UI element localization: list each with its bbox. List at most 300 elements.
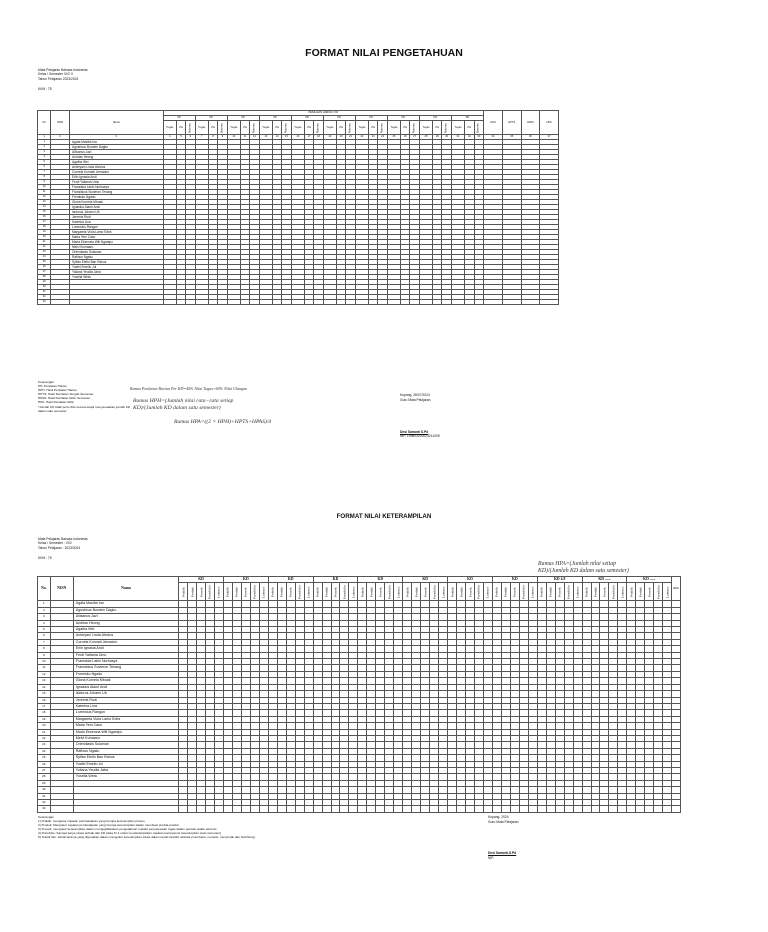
grade-cell [636,806,645,812]
kd-header: KD [323,116,355,121]
header-nama: Nama [70,111,164,135]
student-name: Orlendiasis Sulaman [70,250,164,255]
grade-cell [474,300,484,305]
grade-cell [277,806,286,812]
sub-praktik: Praktik [537,583,546,601]
grade-cell [387,300,400,305]
sub-produk: Produk [546,583,555,601]
nisn-cell [51,300,70,305]
sub-produk: Produk [591,583,600,601]
header-no: No [38,111,51,135]
col-number: 9 [218,135,227,140]
kd-header: KD [492,577,537,583]
notes-keterampilan [38,815,256,840]
sub-ph: PH [433,121,442,135]
grade-cell [331,806,340,812]
sub-rata: Rata-rata [474,121,484,135]
student-name: Cornela Kurniati Jemadun [73,639,178,645]
row-number: 27 [38,270,51,275]
grade-cell [451,300,464,305]
sub-tugas: Tugas [163,121,176,135]
header-group: PENILAIAN HARIAN / KD [163,111,484,116]
student-name: Yosfel Emello Jul [70,265,164,270]
student-name: Agatha Wei [70,160,164,165]
student-name: Yoliana Yeudia Jaba [73,767,178,773]
sub-portofolio: Portofolio [474,583,483,601]
student-name: Margareta Viola Lamo Edes [73,716,178,722]
row-number: 2 [38,607,51,613]
kd-header: KD [195,116,227,121]
sub-ph: PH [240,121,249,135]
sub-lainnya: Lainnya [663,583,672,601]
sub-ph: PH [369,121,378,135]
grade-cell [358,806,367,812]
sub-proyek: Proyek [466,583,475,601]
sub-rata: Rata-rata [186,121,195,135]
sub-praktik: Praktik [268,583,277,601]
note-line: HPH: Hasil Penilaian Harian [38,388,77,393]
grade-cell [367,806,376,812]
kd-header: KD [448,577,493,583]
grade-cell [176,300,185,305]
sub-ph: PH [401,121,410,135]
row-number: 9 [38,180,51,185]
kd-header: KD [227,116,259,121]
col-number: 18 [314,135,323,140]
sub-tugas: Tugas [323,121,336,135]
row-number: 32 [38,800,51,806]
row-number: 12 [38,671,51,677]
col-number: 28 [419,135,432,140]
row-number: 12 [38,195,51,200]
grade-cell [521,300,540,305]
teacher-role-2: Guru Mata Pelajaran [488,820,519,824]
subject-line-2: Mata Pelajaran Bahasa Indonesia [38,537,88,541]
kd-header: KD [313,577,358,583]
col-number: 14 [272,135,281,140]
grade-cell [442,300,451,305]
grade-cell [537,806,546,812]
student-name: Anteryani Linda Alexius [70,165,164,170]
header-no: No. [38,577,51,601]
grade-cell [214,806,223,812]
student-name: Fremisko Ngadu [73,671,178,677]
sub-praktik: Praktik [179,583,188,601]
grade-cell [272,300,281,305]
grade-cell [591,806,600,812]
col-number: 22 [355,135,368,140]
kd-header: KD ...... [627,577,672,583]
sub-proyek: Proyek [600,583,609,601]
header-col_hpas: HPAS [521,111,540,135]
student-name: Fransiskus Suvieron Tenang [70,190,164,195]
grade-cell [540,300,559,305]
student-name: Fransiska Lakin Nurhasya [73,659,178,665]
note-line: 1) Praktik: mengukur capaian pembelajaran yang berupa keterampilan proses. [38,819,146,824]
sub-portofolio: Portofolio [250,583,259,601]
note-line: 2) Produk: Mengukur capaian pembelajaran yang berupa keterampilan dalam membuat produk-produk. [38,823,180,828]
student-name: Jeremis Rudi [70,215,164,220]
student-name: Margareta Viola Lamo Edes [70,230,164,235]
sub-proyek: Proyek [645,583,654,601]
subject-line: Mata Pelajaran Bahasa Indonesia [38,68,88,72]
teacher-name-2: Desi Sarianti,S.Pd [488,851,517,855]
sub-produk: Produk [457,583,466,601]
row-number: 9 [38,652,51,658]
student-name: Isidurus Johann Ub [73,691,178,697]
sub-lainnya: Lainnya [528,583,537,601]
note-line: *Jumlah KD tidak perlu diisi semua tetapi menyesuaikan jumlah KD [38,404,131,409]
row-number: 4 [38,620,51,626]
notes-pengetahuan [38,380,130,413]
student-name: Aliisanus Jazi [73,614,178,620]
note-line: HPAS: Hasil Penilaian Akhir Semester [38,396,91,401]
teacher-name-1: Desi Sarianti S.Pd [400,430,429,434]
place-date-1: Kupang, 28/07/2024 [400,393,430,397]
sub-ph: PH [465,121,474,135]
grade-cell [286,806,295,812]
grade-cell [304,806,313,812]
grade-cell [546,806,555,812]
skills-grade-table [37,576,681,813]
row-number: 4 [38,155,51,160]
sub-portofolio: Portofolio [385,583,394,601]
col-number: 19 [323,135,336,140]
sub-praktik: Praktik [582,583,591,601]
note-line: 3) Proyek: mengukur keterampilan dalam mengaplikasikan pengetahuan melalui penyelesaian tugas dalam periode waktu tertentu. [38,827,218,832]
grade-cell [528,806,537,812]
grade-cell [448,806,457,812]
grade-cell [419,300,432,305]
formula-hph-line1: Rumus HPH=(Jumlah nilai rata−rata setiap [133,398,234,404]
grade-cell [295,806,304,812]
student-name: Ignasius Alauri Andi [70,205,164,210]
col-number: 6 [186,135,195,140]
student-name: Maria Eksenzia Witi Ngantpu [70,240,164,245]
formula-hpa-ket-line2: KD)/(Jumlah KD dalam satu semester) [538,568,629,574]
sub-produk: Produk [188,583,197,601]
kd-header: KD [259,116,291,121]
sub-proyek: Proyek [376,583,385,601]
kd-header: KD 4.8 [537,577,582,583]
col-number: 30 [442,135,451,140]
grade-cell [564,806,573,812]
grade-cell [492,806,501,812]
student-name: Sylfan Etello Ban Rahus [70,260,164,265]
grade-cell [346,300,355,305]
student-name [70,300,164,305]
student-name: Gloria Kurnela Mbuak [73,678,178,684]
student-name: Katerina Lina [73,703,178,709]
sub-rata: Rata-rata [282,121,291,135]
student-name: Cornela Kurniati Jemadun [70,170,164,175]
teacher-role-1: Guru Mata Pelajaran [400,398,431,402]
sub-tugas: Tugas [387,121,400,135]
col-number: 33 [474,135,484,140]
row-number: 26 [38,265,51,270]
kkm-line-2: KKM : 75 [38,555,52,560]
meta-block-pengetahuan [38,68,88,91]
student-name: Raflous Ngaku [70,255,164,260]
sub-ph: PH [208,121,217,135]
col-number: 32 [465,135,474,140]
col-number: 1 [38,135,51,140]
knowledge-grade-table [37,110,559,305]
student-name: Aliisanus Jazi [70,150,164,155]
col-number: 37 [540,135,559,140]
kd-header: KD [268,577,313,583]
row-number: 19 [38,716,51,722]
col-number: 25 [387,135,400,140]
table-row [38,300,559,305]
row-number: 16 [38,697,51,703]
formula-ph: Rumus Penilaian Harian Per KD=40% Nilai Tugas+60% Nilai Ulangan [130,386,247,391]
sub-praktik: Praktik [223,583,232,601]
col-number: 23 [369,135,378,140]
grade-cell [439,806,448,812]
note-line: 4) Portofolio: Sampel karya siswa terbaik dari KD pada KI 4 untuk mendeskripsikan capaian kompetensi keterampilan (satu semester) [38,831,222,836]
sub-tugas: Tugas [419,121,432,135]
student-name: Anteryani Linda Alexius [73,633,178,639]
sub-lainnya: Lainnya [439,583,448,601]
grade-cell [355,300,368,305]
sub-praktik: Praktik [403,583,412,601]
row-number: 6 [38,633,51,639]
grade-cell [195,300,208,305]
grade-cell [401,300,410,305]
grade-cell [186,300,195,305]
sub-ph: PH [272,121,281,135]
col-number: 36 [521,135,540,140]
sub-portofolio: Portofolio [340,583,349,601]
note-line: Keterangan [38,380,54,384]
sub-portofolio: Portofolio [609,583,618,601]
col-number: 2 [51,135,70,140]
sub-lainnya: Lainnya [618,583,627,601]
header-nisn: NISN [50,577,73,601]
col-number: 27 [410,135,419,140]
sub-lainnya: Lainnya [259,583,268,601]
grade-cell [313,806,322,812]
student-name: Agata Maslita Ina [73,601,178,607]
row-number: 11 [38,665,51,671]
teacher-nip-1: NIP. 199603202023211009 [400,434,440,438]
grade-cell [474,806,483,812]
student-name: Fransiska Lakin Nurhasya [70,185,164,190]
sub-proyek: Proyek [241,583,250,601]
sub-ph: PH [176,121,185,135]
kd-header: KD [223,577,268,583]
grade-cell [672,806,680,812]
grade-cell [340,806,349,812]
row-number: 10 [38,659,51,665]
grade-cell [627,806,636,812]
student-name: Katerina Lina [70,220,164,225]
sub-praktik: Praktik [358,583,367,601]
grade-cell [421,806,430,812]
grade-cell [457,806,466,812]
sub-produk: Produk [322,583,331,601]
grade-cell [403,806,412,812]
student-name: Agatha Wei [73,627,178,633]
row-number: 10 [38,185,51,190]
sub-produk: Produk [232,583,241,601]
grade-cell [337,300,346,305]
col-number: 5 [176,135,185,140]
grade-cell [376,806,385,812]
student-name: Yuselia Weta [73,774,178,780]
sub-lainnya: Lainnya [483,583,492,601]
sub-rata: Rata-rata [314,121,323,135]
student-name: Jeremis Rudi [73,697,178,703]
col-number: 3 [70,135,164,140]
col-number: 13 [259,135,272,140]
sub-proyek: Proyek [555,583,564,601]
col-number: 29 [433,135,442,140]
page-title-keterampilan: FORMAT NILAI KETERAMPILAN [336,513,432,520]
kd-header: KD [451,116,483,121]
grade-cell [484,300,503,305]
sub-proyek: Proyek [421,583,430,601]
col-number: 16 [291,135,304,140]
student-name: Lorensius Rangun [73,710,178,716]
sub-lainnya: Lainnya [304,583,313,601]
grade-cell [163,300,176,305]
student-name: Isidurus Johann Ub [70,210,164,215]
table-row [38,806,681,812]
student-name: Erlin Ignasia Andi [73,646,178,652]
student-name: Yoliana Yeudia Jaba [70,270,164,275]
student-name: Raflous Ngaku [73,748,178,754]
row-number: 25 [38,260,51,265]
grade-cell [465,300,474,305]
row-number: 31 [38,290,51,295]
grade-cell [282,300,291,305]
row-number: 21 [38,240,51,245]
sub-portofolio: Portofolio [519,583,528,601]
row-number: 3 [38,614,51,620]
header-col_hpts: HPTS [502,111,521,135]
year-line: Tahun Pelajaran 2023/2024 [38,76,79,81]
row-number: 22 [38,245,51,250]
sub-rata: Rata-rata [410,121,419,135]
grade-cell [259,300,272,305]
sub-proyek: Proyek [331,583,340,601]
grade-cell [259,806,268,812]
student-name: Sylfan Etello Ban Rahus [73,755,178,761]
student-name: Agustinus Bonden Dagko [70,145,164,150]
grade-cell [573,806,582,812]
col-number: 10 [227,135,240,140]
grade-cell [412,806,421,812]
grade-cell [205,806,214,812]
row-number: 13 [38,678,51,684]
kd-header: KD [179,577,224,583]
class-line-2: Kelas / Semester : VI/2 [38,541,72,546]
student-name: Gloria Kurnela Mbuak [70,200,164,205]
teacher-nip-2: NIP. [488,856,494,860]
sub-portofolio: Portofolio [654,583,663,601]
sub-praktik: Praktik [492,583,501,601]
grade-cell [349,806,358,812]
sub-produk: Produk [636,583,645,601]
grade-cell [268,806,277,812]
sub-tugas: Tugas [227,121,240,135]
row-number: 28 [38,275,51,280]
col-number: 26 [401,135,410,140]
sub-portofolio: Portofolio [564,583,573,601]
grade-cell [502,300,521,305]
grade-cell [501,806,510,812]
formula-hpa: Rumus HPA=((2 × HPH)+HPTS+HPAS)/4 [174,419,272,425]
row-number: 31 [38,793,51,799]
col-number: 7 [195,135,208,140]
sub-praktik: Praktik [313,583,322,601]
student-name: Melvi Kumaaru [70,245,164,250]
sub-rata: Rata-rata [346,121,355,135]
grade-cell [582,806,591,812]
sub-tugas: Tugas [259,121,272,135]
student-name: Melvi Kumaaru [73,735,178,741]
row-number: 29 [38,780,51,786]
row-number: 14 [38,684,51,690]
col-number: 24 [378,135,387,140]
row-number: 16 [38,215,51,220]
row-number: 8 [38,175,51,180]
row-number: 20 [38,723,51,729]
row-number: 33 [38,806,51,812]
row-number: 33 [38,300,51,305]
nisn-cell [50,806,73,812]
row-number: 18 [38,710,51,716]
sub-rata: Rata-rata [250,121,259,135]
grade-cell [232,806,241,812]
sub-portofolio: Portofolio [295,583,304,601]
sub-ph: PH [337,121,346,135]
row-number: 2 [38,145,51,150]
grade-cell [519,806,528,812]
grade-cell [197,806,206,812]
row-number: 27 [38,767,51,773]
sub-tugas: Tugas [451,121,464,135]
student-name: Orlendiasis Sulaman [73,742,178,748]
grade-cell [466,806,475,812]
page-title-pengetahuan: FORMAT NILAI PENGETAHUAN [305,47,463,59]
grade-cell [305,300,314,305]
col-number: 21 [346,135,355,140]
note-line: HPTS: Hasil Penilaian Tengah Semester [38,392,94,397]
grade-cell [241,806,250,812]
note-line: 5) Teknik lain: teknik lainnya yang digunakan dalam mengukur keterampilan siswa dalam ranah berpikir abstrak (membaca, menulis, menyimak dan berhitung). [38,835,256,840]
row-number: 13 [38,200,51,205]
sub-lainnya: Lainnya [214,583,223,601]
row-number: 32 [38,295,51,300]
grade-cell [369,300,378,305]
grade-cell [223,806,232,812]
row-number: 1 [38,140,51,145]
col-number: 31 [451,135,464,140]
row-number: 6 [38,165,51,170]
row-number: 24 [38,748,51,754]
row-number: 15 [38,210,51,215]
kd-header: KD [358,577,403,583]
student-name: Maria Yeni Caso [73,723,178,729]
note-line: PH: Penilaian Harian [38,384,67,389]
grade-cell [609,806,618,812]
place-date-2: Kupang, 2024 [488,815,509,819]
row-number: 7 [38,639,51,645]
student-name: Fransiskus Suvieron Tenang [73,665,178,671]
